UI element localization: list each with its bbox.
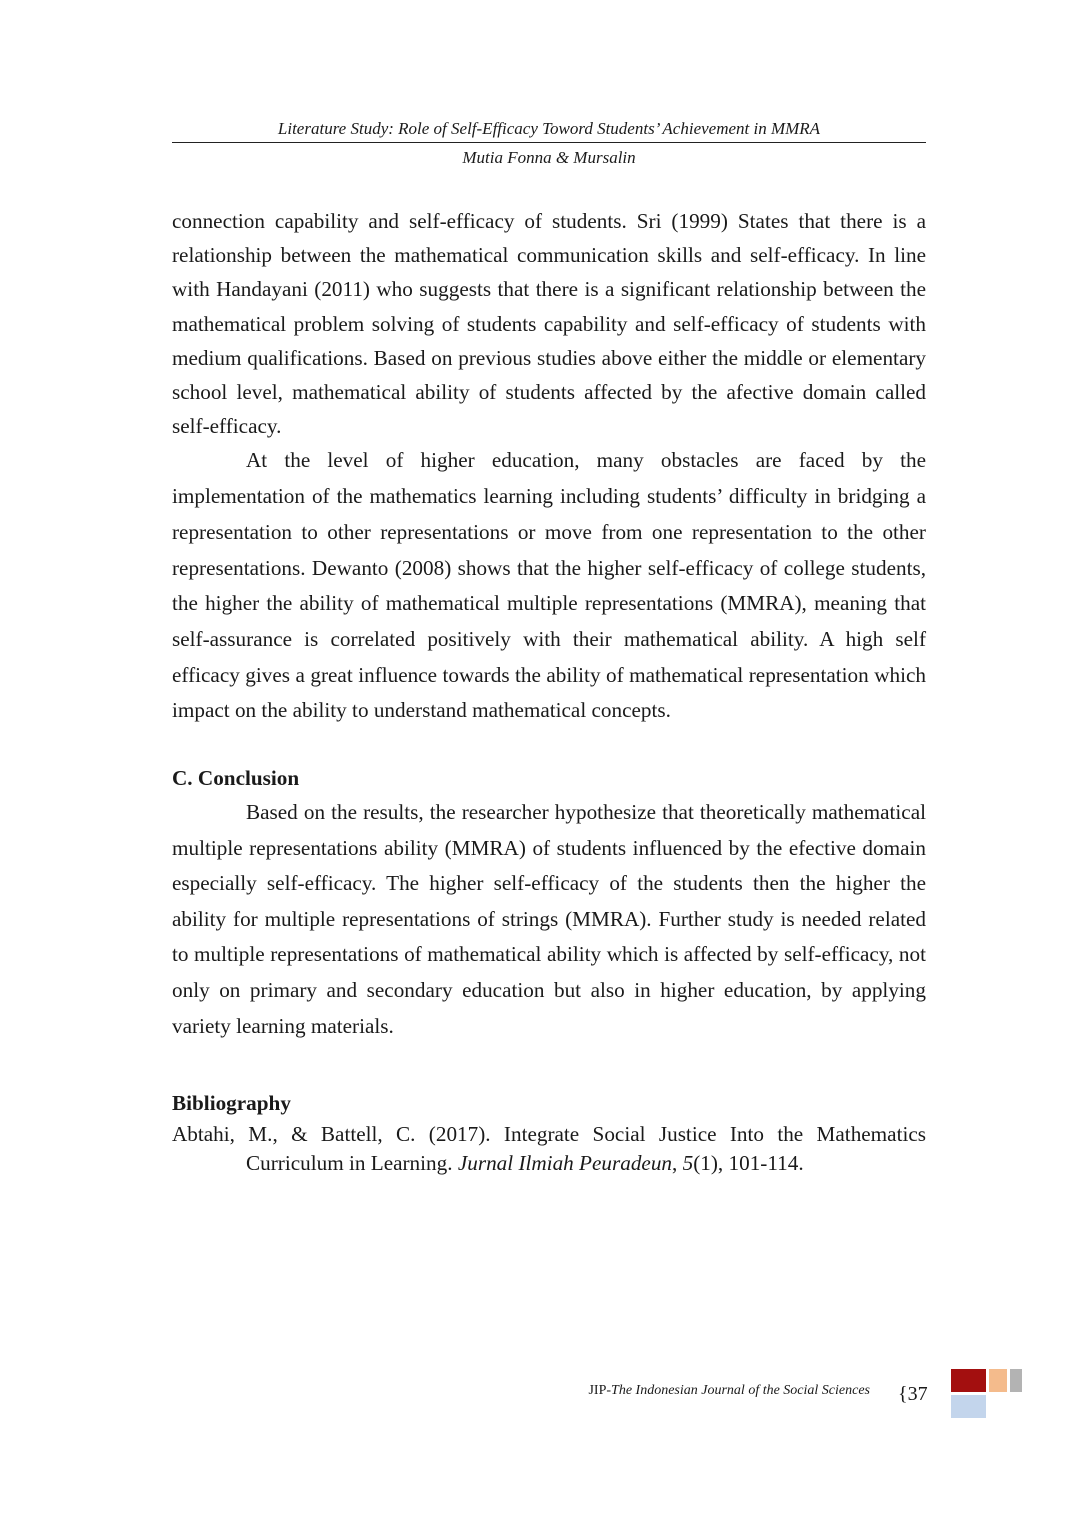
- footer-journal-title: The Indonesian Journal of the Social Sciences: [611, 1383, 870, 1398]
- paragraph-2: At the level of higher education, many obstacles are faced by the implementation of the mathematics learning including students’ difficulty in bridging a representation to other representations or move from one representation to the other representations. Dewanto (2008) shows that the higher self-efficacy of college students, the higher the ability of mathematical multiple representations (MMRA), meaning that self-assurance is correlated positively with their mathematical ability. A high self efficacy gives a great influence towards the ability of mathematical representation which impact on the ability to understand mathematical concepts.: [172, 448, 926, 723]
- decor-square-red: [951, 1369, 986, 1392]
- decor-square-orange: [989, 1369, 1007, 1392]
- running-header-authors: Mutia Fonna & Mursalin: [462, 148, 636, 167]
- bib-entry-issue-pages: (1), 101-114.: [693, 1151, 804, 1176]
- footer-journal-name: [588, 1382, 870, 1400]
- conclusion-heading: C. Conclusion: [172, 766, 300, 791]
- page-number: {37: [898, 1383, 928, 1405]
- bib-entry-volume-sep: ,: [672, 1151, 683, 1176]
- running-header-title: Literature Study: Role of Self-Efficacy Toword Students’ Achievement in MMRA: [277, 119, 821, 138]
- header-divider: [172, 142, 926, 143]
- footer-journal-prefix: JIP-: [588, 1383, 612, 1398]
- bib-entry-volume: 5: [682, 1151, 694, 1176]
- bibliography-entry: [172, 1120, 926, 1178]
- bibliography-heading: Bibliography: [172, 1091, 291, 1116]
- decor-square-gray: [1010, 1369, 1022, 1392]
- paragraph-1: connection capability and self-efficacy of students. Sri (1999) States that there is a relationship between the mathematical communication skills and self-efficacy. In line with Handayani (2011) who suggests that there is a significant relationship between the mathematical problem solving of students capability and self-efficacy of students with medium qualifications. Based on previous studies above either the middle or elementary school level, mathematical ability of students affected by the afective domain called self-efficacy.: [172, 209, 926, 439]
- bib-entry-main: Abtahi, M., & Battell, C. (2017). Integrate Social Justice Into the Mathematics Curriculum in Learning.: [172, 1122, 926, 1176]
- bib-entry-journal: Jurnal Ilmiah Peuradeun: [457, 1151, 673, 1176]
- decor-square-blue: [951, 1395, 986, 1418]
- conclusion-paragraph: Based on the results, the researcher hypothesize that theoretically mathematical multiple representations ability (MMRA) of students influenced by the efective domain especially self-efficacy. The higher self-efficacy of the students then the higher the ability for multiple representations of strings (MMRA). Further study is needed related to multiple representations of mathematical ability which is affected by self-efficacy, not only on primary and secondary education but also in higher education, by applying variety learning materials.: [172, 800, 926, 1038]
- main-body: [172, 204, 926, 1178]
